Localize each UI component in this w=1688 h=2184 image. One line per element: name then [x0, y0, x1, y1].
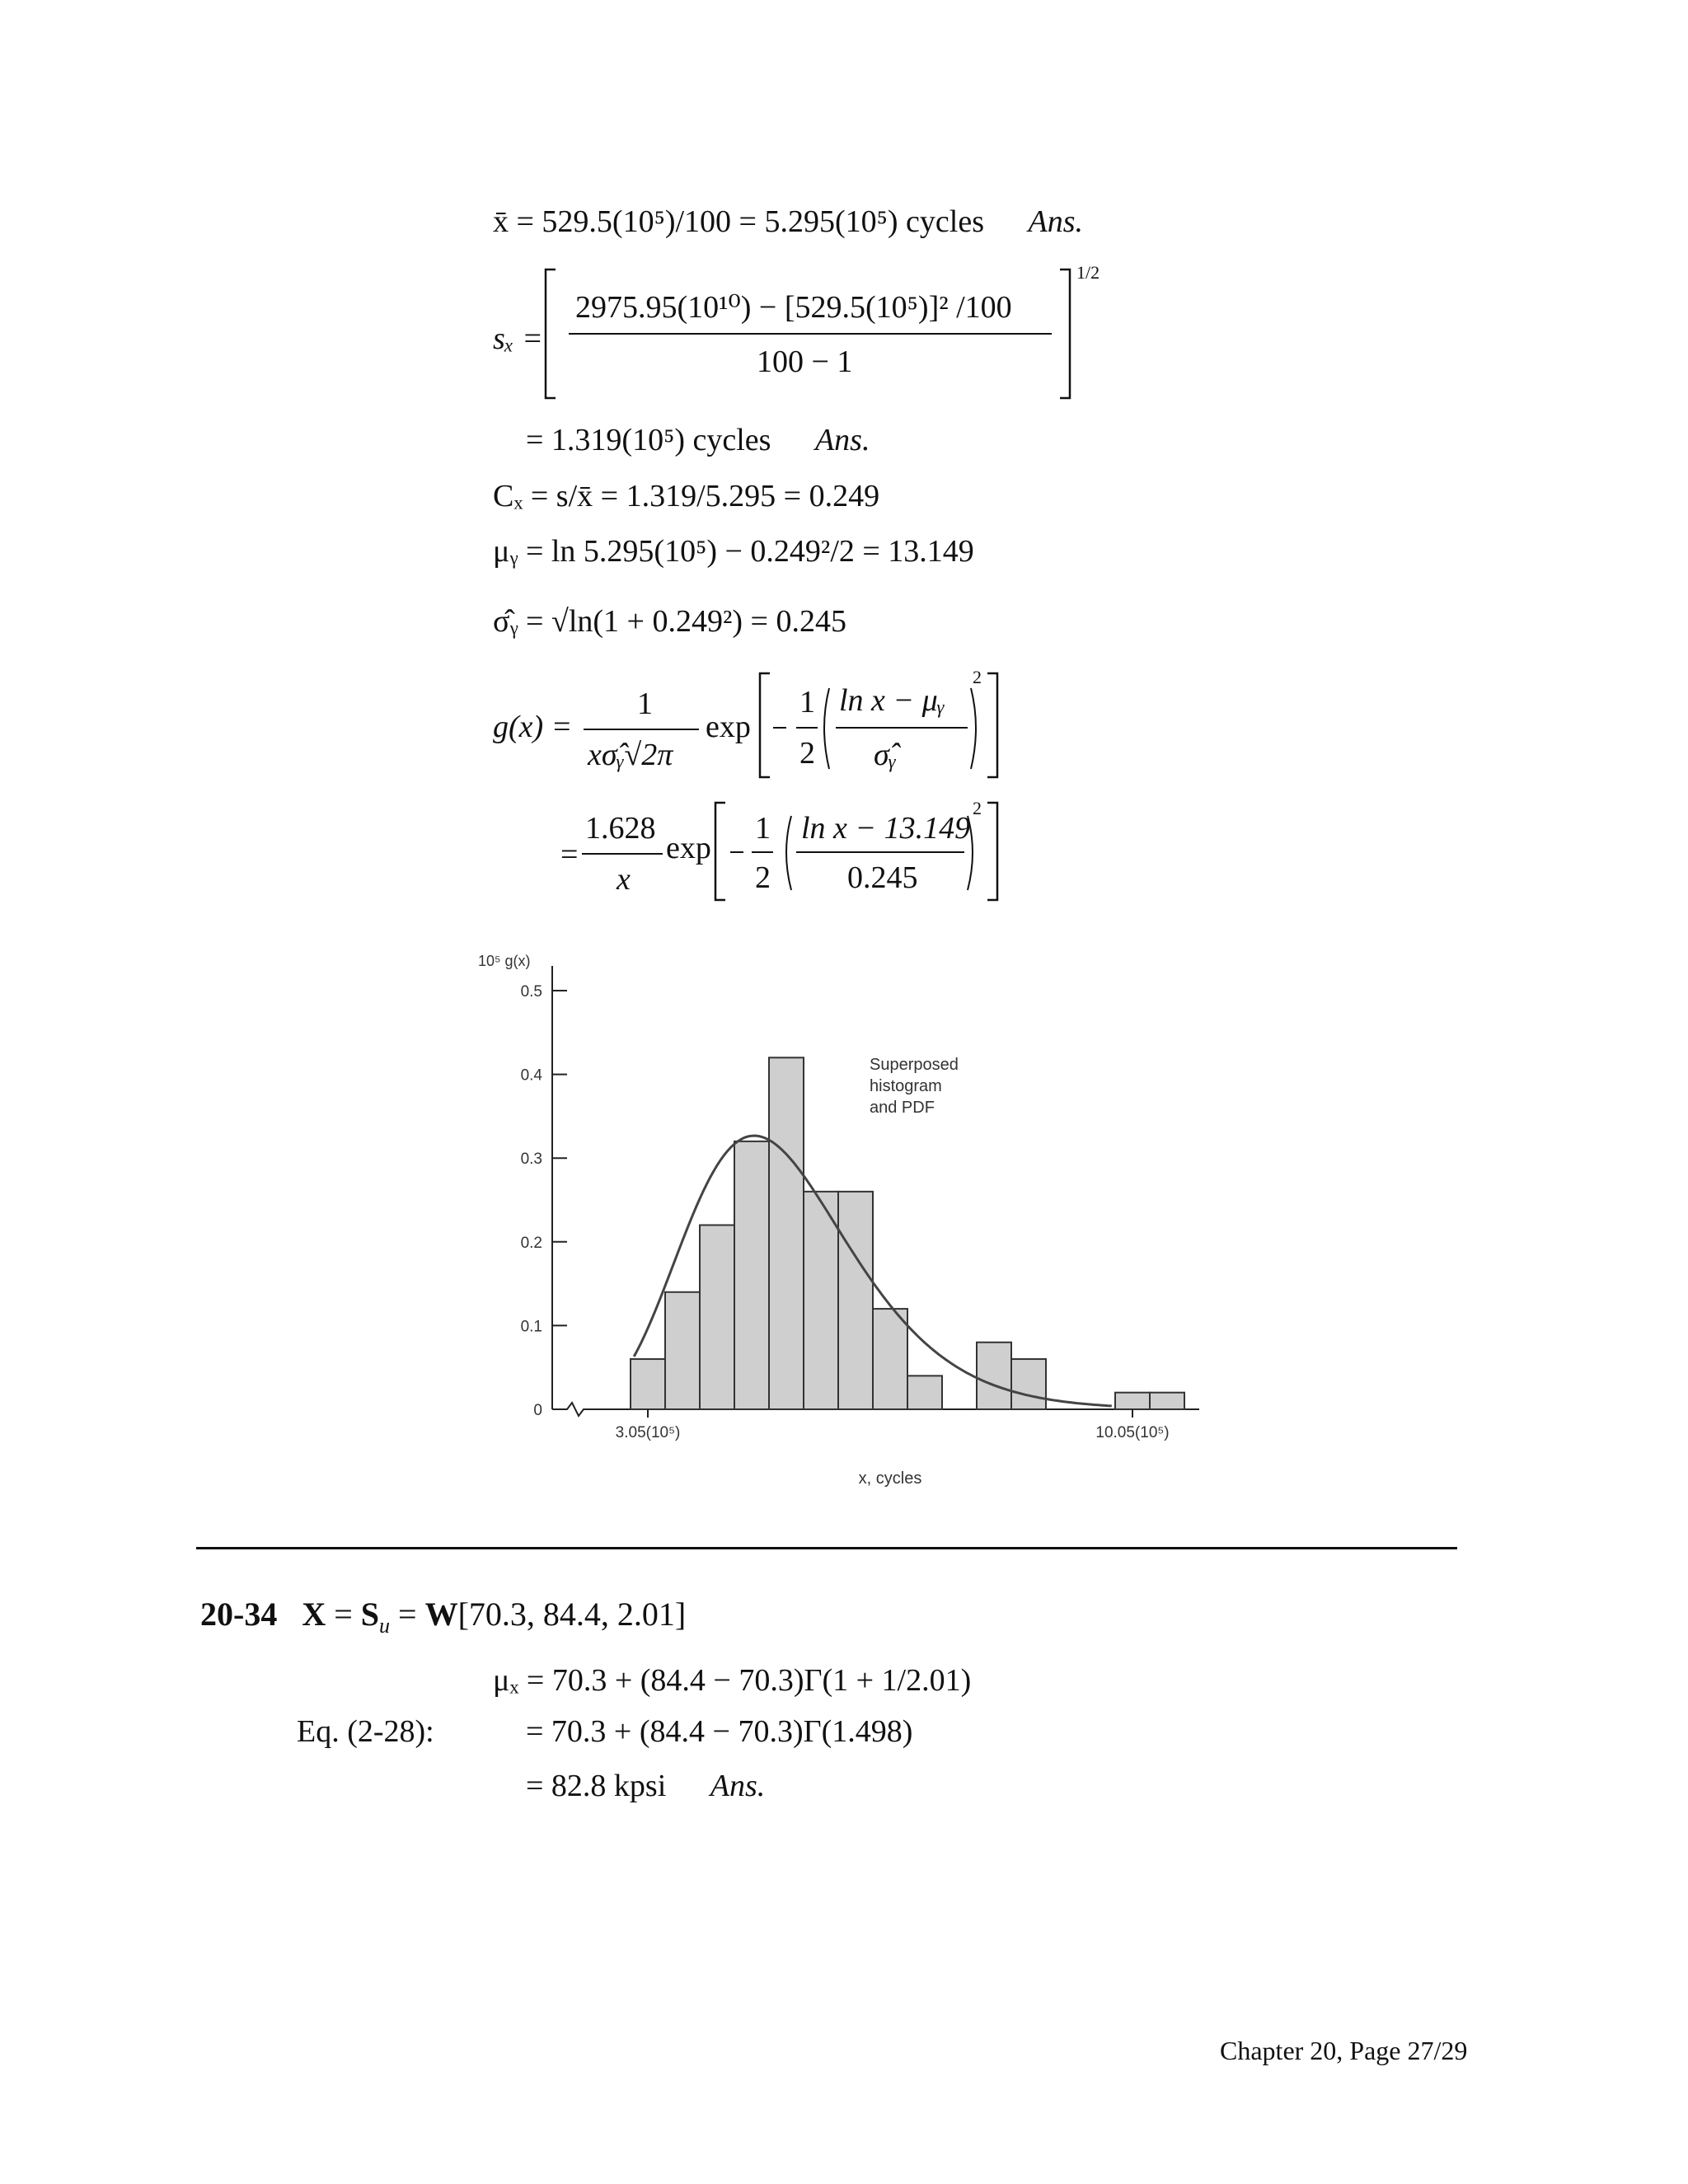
histogram-bar [873, 1309, 907, 1409]
mu-x-line1: μₓ = 70.3 + (84.4 − 70.3)Γ(1 + 1/2.01) [493, 1663, 972, 1698]
histogram-chart [462, 948, 1203, 1492]
gx2-exp: exp [666, 831, 711, 865]
cx-text: Cₓ = s/x̄ = 1.319/5.295 = 0.249 [493, 479, 880, 513]
histogram-bar [804, 1192, 838, 1409]
equals-sign: = [560, 837, 579, 872]
sx-brackets [544, 268, 1071, 400]
y-tick-label: 0.1 [520, 1318, 542, 1336]
mu-x-line3 [526, 1770, 765, 1802]
histogram-bar [665, 1292, 700, 1409]
problem-number: 20-34 [200, 1596, 278, 1633]
sx-result-text: = 1.319(10⁵) cycles [526, 423, 771, 457]
ans-label: Ans. [710, 1769, 766, 1803]
gx2-denominator: x [617, 862, 631, 897]
equation-sigma-y [493, 606, 846, 637]
histogram-bar [700, 1225, 734, 1409]
y-tick-label: 0.2 [520, 1234, 542, 1252]
sigma-y-text: σ̂ᵧ = √ln(1 + 0.249²) = 0.245 [493, 604, 846, 639]
eq-ref-label: Eq. (2-28): [297, 1714, 434, 1749]
section-divider [196, 1547, 1457, 1549]
y-tick-label: 0.4 [520, 1066, 542, 1085]
problem-statement [200, 1595, 686, 1638]
ans-label: Ans. [814, 423, 870, 457]
histogram-bar [769, 1057, 804, 1409]
histogram-bar [631, 1359, 665, 1409]
equation-cx [493, 480, 879, 512]
sx-denominator: 100 − 1 [757, 344, 853, 379]
gx-inner-num: ln x − μᵧ [839, 683, 945, 718]
gx2-half-num: 1 [755, 811, 771, 846]
equation-xbar [493, 206, 1083, 237]
gx2-fraction-lines [493, 799, 1053, 907]
weibull-w: W [424, 1596, 458, 1633]
variable-x: X [302, 1596, 326, 1633]
histogram-bar [734, 1141, 769, 1409]
annotation-text: and PDF [870, 1099, 935, 1117]
gx2-inner-num: ln x − 13.149 [801, 811, 971, 846]
gx2-inner-den: 0.245 [847, 860, 918, 895]
histogram-bar [838, 1192, 873, 1409]
gx-numerator: 1 [637, 687, 653, 721]
histogram-bar [1150, 1393, 1184, 1409]
equation-gx [493, 663, 1020, 787]
mu-x-line2: = 70.3 + (84.4 − 70.3)Γ(1.498) [526, 1714, 913, 1749]
histogram-bar [1115, 1393, 1150, 1409]
y-tick-label: 0.3 [520, 1151, 542, 1169]
equation-sx [493, 262, 1100, 404]
gx-power: 2 [973, 667, 982, 687]
histogram-bar [1011, 1359, 1046, 1409]
histogram-bar [907, 1376, 942, 1409]
subscript-u: u [379, 1614, 391, 1638]
equals-1: = [326, 1596, 361, 1633]
x-axis-label: x, cycles [858, 1469, 922, 1488]
histogram-bar [977, 1343, 1011, 1409]
gx2-half-den: 2 [755, 860, 771, 895]
gx2-power: 2 [973, 798, 982, 818]
equation-gx2 [493, 799, 1053, 907]
equation-xbar-text: x̄ = 529.5(10⁵)/100 = 5.295(10⁵) cycles [493, 204, 984, 239]
annotation-text: histogram [870, 1077, 942, 1095]
gx-half-den: 2 [799, 736, 815, 771]
gx-exp: exp [706, 710, 751, 744]
y-tick-label: 0 [533, 1402, 542, 1419]
gx-inner-den: σ̂ᵧ [874, 738, 897, 772]
page-footer: Chapter 20, Page 27/29 [1220, 2036, 1468, 2065]
ans-label: Ans. [1028, 204, 1083, 239]
sx-numerator: 2975.95(10¹⁰) − [529.5(10⁵)]² /100 [575, 290, 1012, 325]
gx-lhs: g(x) = [493, 710, 573, 744]
mu-x-result: = 82.8 kpsi [526, 1769, 667, 1803]
equals-2: = [390, 1596, 425, 1633]
gx-denominator: xσ̂ᵧ√2π [588, 738, 673, 772]
x-tick-label: 10.05(10⁵) [1095, 1424, 1170, 1441]
x-tick-label: 3.05(10⁵) [615, 1424, 681, 1441]
equation-mu-y [493, 536, 974, 567]
sx-lhs: sₓ = [493, 321, 543, 356]
gx-half-num: 1 [799, 685, 815, 719]
y-axis-label: 10⁵ g(x) [478, 953, 531, 969]
weibull-params: [70.3, 84.4, 2.01] [457, 1596, 687, 1633]
gx-fraction-lines [493, 663, 1020, 787]
equation-sx-result [526, 424, 870, 456]
gx2-numerator: 1.628 [585, 811, 656, 846]
mu-y-text: μᵧ = ln 5.295(10⁵) − 0.249²/2 = 13.149 [493, 534, 974, 569]
annotation-text: Superposed [870, 1056, 959, 1074]
y-tick-label: 0.5 [520, 983, 542, 1001]
sx-exponent: 1/2 [1076, 262, 1100, 283]
variable-su: S [360, 1596, 380, 1633]
